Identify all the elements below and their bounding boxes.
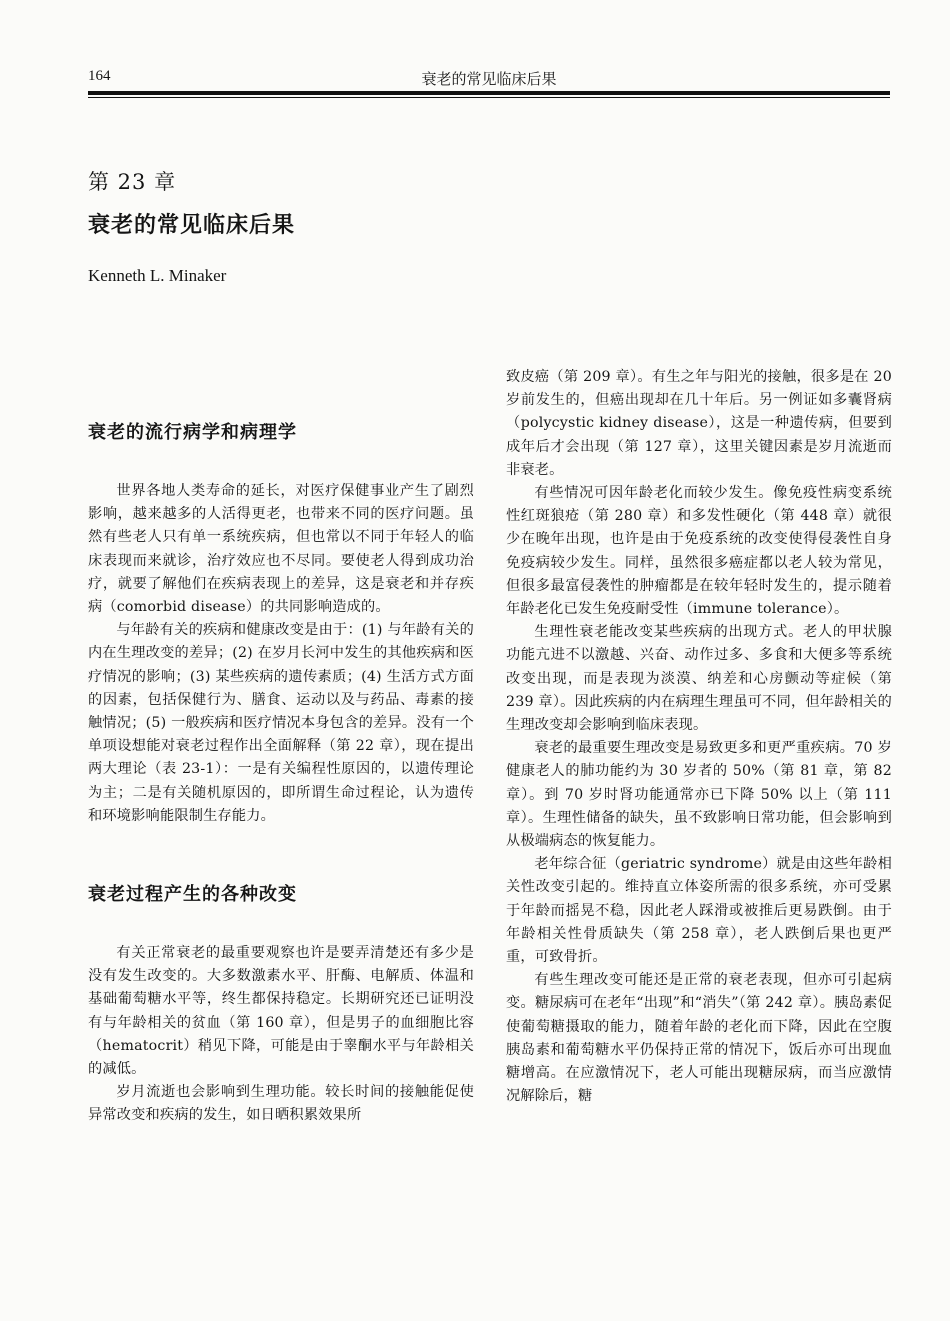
paragraph: 衰老的最重要生理改变是易致更多和更严重疾病。70 岁健康老人的肺功能约为 30 岁者的 50%（第 81 章，第 82 章）。到 70 岁时肾功能通常亦已下降 50% 以上（第 111 章）。生理性储备的缺失，虽不致影响日常功能，但会影响到从极端病态的恢复能力。 bbox=[506, 740, 892, 850]
paragraph: 岁月流逝也会影响到生理功能。较长时间的接触能促使异常改变和疾病的发生，如日晒积累效果所 bbox=[88, 1084, 474, 1124]
section-heading-changes: 衰老过程产生的各种改变 bbox=[88, 884, 297, 906]
chapter-title: 衰老的常见临床后果 bbox=[88, 212, 296, 238]
page-number: 164 bbox=[88, 68, 111, 84]
left-column bbox=[88, 418, 474, 1128]
paragraph: 生理性衰老能改变某些疾病的出现方式。老人的甲状腺功能亢进不以激越、兴奋、动作过多、多食和大便多等系统改变出现，而是表现为淡漠、纳差和心房颤动等症候（第 239 章）。因此疾病的内在病理生理虽可不同，但年龄相关的生理改变却会影响到临床表现。 bbox=[506, 624, 892, 734]
chapter-author: Kenneth L. Minaker bbox=[88, 266, 227, 285]
paragraph: 与年龄有关的疾病和健康改变是由于：(1) 与年龄有关的内在生理改变的差异；(2) 在岁月长河中发生的其他疾病和医疗情况的影响；(3) 某些疾病的遗传素质；(4) 生活方式方面的因素，包括保健行为、膳食、运动以及与药品、毒素的接触情况；(5) 一般疾病和医疗情况本身包含的差异。没有一个单项设想能对衰老过程作出全面解释（第 22 章），现在提出两大理论（表 23-1）：一是有关编程性原因的，以遗传理论为主；二是有关随机原因的，即所谓生命过程论，认为遗传和环境影响能限制生存能力。 bbox=[88, 622, 474, 824]
header-rule-thin bbox=[88, 97, 890, 98]
page-header bbox=[88, 66, 890, 90]
section-heading-epidemiology: 衰老的流行病学和病理学 bbox=[88, 422, 297, 443]
right-column bbox=[506, 366, 892, 1109]
chapter-number: 第 23 章 bbox=[88, 170, 177, 194]
paragraph: 有关正常衰老的最重要观察也许是要弄清楚还有多少是没有发生改变的。大多数激素水平、肝酶、电解质、体温和基础葡萄糖水平等，终生都保持稳定。长期研究还已证明没有与年龄相关的贫血（第 160 章），但是男子的血细胞比容（hematocrit）稍见下降，可能是由于睾酮水平与年龄相关的减低。 bbox=[88, 945, 474, 1078]
paragraph: 世界各地人类寿命的延长，对医疗保健事业产生了剧烈影响，越来越多的人活得更老，也带来不同的医疗问题。虽然有些老人只有单一系统疾病，但也常以不同于年轻人的临床表现而来就诊，治疗效应也不尽同。要使老人得到成功治疗，就要了解他们在疾病表现上的差异，这是衰老和并存疾病（comorbid disease）的共同影响造成的。 bbox=[88, 483, 474, 616]
paragraph: 有些情况可因年龄老化而较少发生。像免疫性病变系统性红斑狼疮（第 280 章）和多发性硬化（第 448 章）就很少在晚年出现，也许是由于免疫系统的改变使得侵袭性自身免疫病较少发生。同样，虽然很多癌症都以老人较为常见，但很多最富侵袭性的肿瘤都是在较年轻时发生的，提示随着年龄老化已发生免疫耐受性（immune tolerance）。 bbox=[506, 485, 892, 618]
header-rule-thick bbox=[88, 91, 890, 95]
paragraph: 老年综合征（geriatric syndrome）就是由这些年龄相关性改变引起的。维持直立体姿所需的很多系统，亦可受累于年龄而摇晃不稳，因此老人踩滑或被推后更易跌倒。由于年龄相关性骨质缺失（第 258 章），老人跌倒后果也更严重，可致骨折。 bbox=[506, 856, 892, 966]
paragraph-continuation: 致皮癌（第 209 章）。有生之年与阳光的接触，很多是在 20 岁前发生的，但癌出现却在几十年后。另一例证如多囊肾病（polycystic kidney disease），这是一种遗传病，但要到成年后才会出现（第 127 章），这里关键因素是岁月流逝而非衰老。 bbox=[506, 369, 892, 478]
paragraph: 有些生理改变可能还是正常的衰老表现，但亦可引起病变。糖尿病可在老年“出现”和“消失”（第 242 章）。胰岛素促使葡萄糖摄取的能力，随着年龄的老化而下降，因此在空腹胰岛素和葡萄糖水平仍保持正常的情况下，饭后亦可出现血糖增高。在应激情况下，老人可能出现糖尿病，而当应激情况解除后，糖 bbox=[506, 972, 892, 1105]
running-title: 衰老的常见临床后果 bbox=[421, 70, 557, 88]
